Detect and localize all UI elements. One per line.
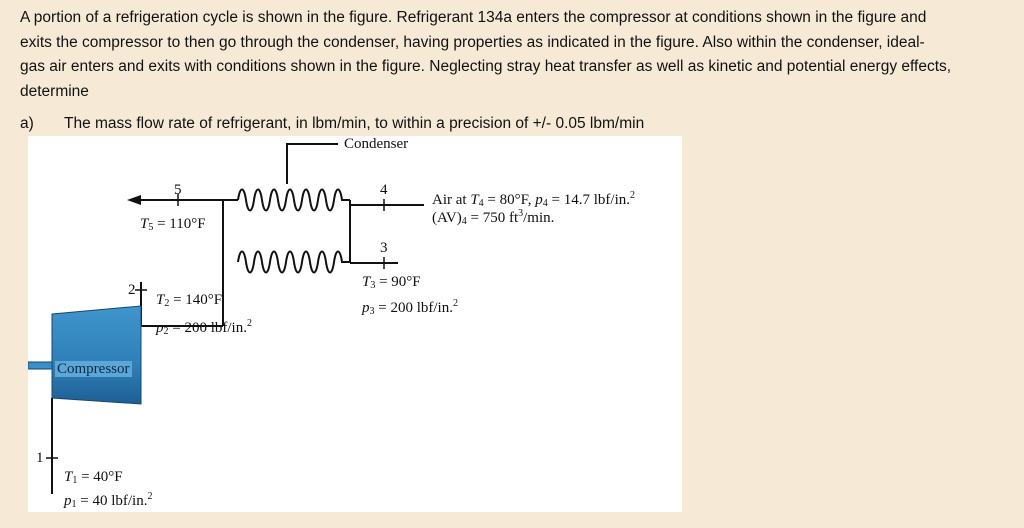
state-2-number: 2 bbox=[128, 282, 136, 298]
air-state-4-conditions: Air at $T_4 = 80^\circ F$, $p_4 = 14.7$ lbf/in.$^2$ bbox=[432, 190, 635, 209]
state-1-temperature: $T_1 = 40^\circ F$ bbox=[64, 469, 123, 486]
problem-statement bbox=[20, 6, 1010, 104]
state-3-number: 3 bbox=[380, 240, 388, 256]
condenser-coil-upper bbox=[238, 190, 350, 211]
state-1-number: 1 bbox=[36, 450, 44, 466]
condenser-leader-line bbox=[287, 144, 338, 184]
compressor-label: Compressor bbox=[57, 361, 130, 377]
state-3-pressure: $p_3 = 200$ lbf/in.$^2$ bbox=[362, 298, 458, 317]
state-4-number: 4 bbox=[380, 182, 388, 198]
state-5-temperature: $T_5 = 110^\circ F$ bbox=[140, 216, 206, 233]
part-letter: a) bbox=[20, 115, 34, 132]
state-5-number: 5 bbox=[174, 182, 182, 198]
condenser-coil-lower bbox=[238, 252, 350, 273]
part-text: The mass flow rate of refrigerant, in lbm/min, to within a precision of +/- 0.05 lbm/min bbox=[64, 115, 645, 132]
problem-line-4: determine bbox=[20, 82, 89, 100]
compressor-body bbox=[52, 306, 141, 404]
state-1-pressure: $p_1 = 40$ lbf/in.$^2$ bbox=[64, 491, 153, 510]
air-volumetric-flow: $(AV)_4 = 750$ $ft^3/\min$. bbox=[432, 208, 555, 227]
refrigeration-cycle-figure bbox=[28, 136, 682, 512]
problem-line-1: A portion of a refrigeration cycle is shown in the figure. Refrigerant 134a enters the compressor at conditions shown in the figure and bbox=[20, 9, 927, 26]
problem-line-3: gas air enters and exits with conditions shown in the figure. Neglecting stray heat transfer as well as kinetic and potential energy effects, bbox=[20, 58, 952, 75]
condenser-label: Condenser bbox=[344, 136, 409, 152]
compressor-shaft bbox=[28, 362, 52, 369]
state-3-temperature: $T_3 = 90^\circ F$ bbox=[362, 274, 421, 291]
state-2-temperature: $T_2 = 140^\circ F$ bbox=[156, 292, 223, 309]
outlet-arrow bbox=[127, 195, 141, 205]
problem-line-2: exits the compressor to then go through the condenser, having properties as indicated in the figure. Also within the condenser, ideal- bbox=[20, 33, 925, 51]
state-2-pressure: $p_2 = 200$ lbf/in.$^2$ bbox=[156, 318, 252, 337]
